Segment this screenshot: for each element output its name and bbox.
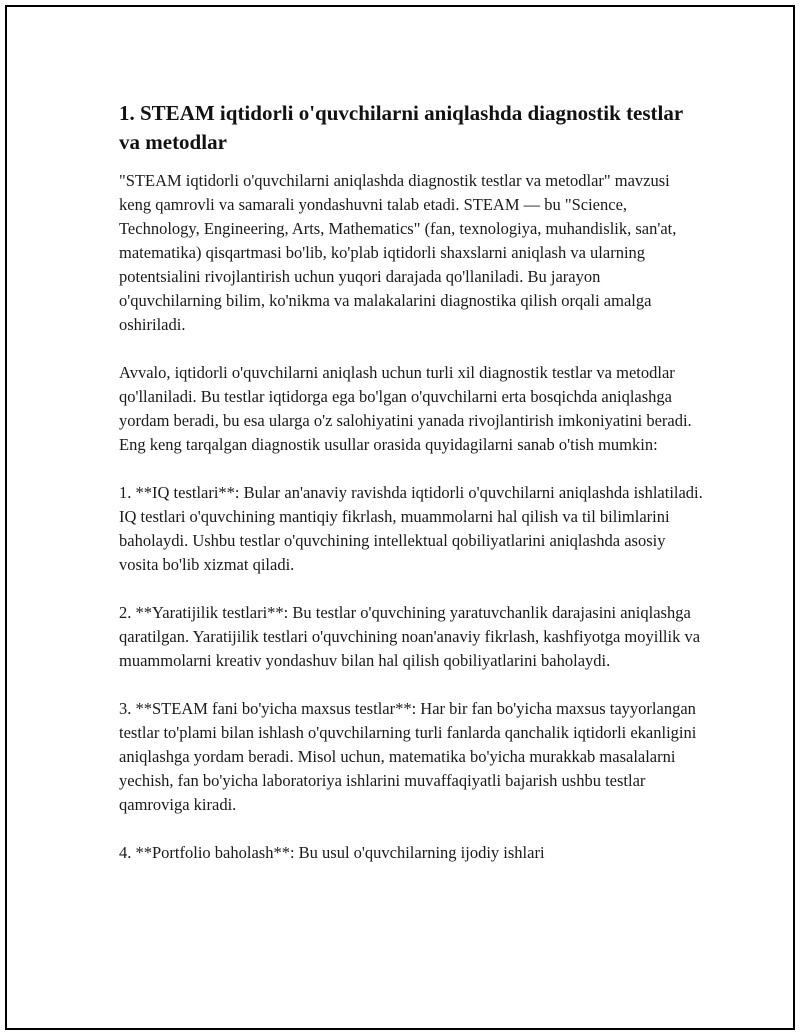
paragraph-intro: "STEAM iqtidorli o'quvchilarni aniqlashda diagnostik testlar va metodlar" mavzusi keng qamrovli va samarali yondashuvni talab etadi. STEAM — bu "Science, Technology, Engineering, Arts, Mathematics" (fan, texnologiya, muhandislik, san'at, matematika) qisqartmasi bo'lib, ko'plab iqtidorli shaxslarni aniqlash va ularning potentsialini rivojlantirish uchun yuqori darajada qo'llaniladi. Bu jarayon o'quvchilarning bilim, ko'nikma va malakalarini diagnostika qilish orqali amalga oshiriladi. <box>119 171 677 334</box>
document-body <box>119 99 704 865</box>
document-title: 1. STEAM iqtidorli o'quvchilarni aniqlashda diagnostik testlar va metodlar <box>119 101 683 154</box>
page-frame <box>5 5 795 1030</box>
list-item-portfolio: 4. **Portfolio baholash**: Bu usul o'quvchilarning ijodiy ishlari <box>119 843 545 862</box>
list-item-steam-subject-tests: 3. **STEAM fani bo'yicha maxsus testlar**: Har bir fan bo'yicha maxsus tayyorlangan testlar to'plami bilan ishlash o'quvchilarning turli fanlarda qanchalik iqtidorli ekanligini aniqlashga yordam beradi. Misol uchun, matematika bo'yicha murakkab masalalarni yechish, fan bo'yicha laboratoriya ishlarini muvaffaqiyatli bajarish ushbu testlar qamroviga kiradi. <box>119 699 697 814</box>
list-item-iq-tests: 1. **IQ testlari**: Bular an'anaviy ravishda iqtidorli o'quvchilarni aniqlashda ishlatiladi. IQ testlari o'quvchining mantiqiy fikrlash, muammolarni hal qilish va til bilimlarini baholaydi. Ushbu testlar o'quvchining intellektual qobiliyatlarini aniqlashda asosiy vosita bo'lib xizmat qiladi. <box>119 483 703 574</box>
paragraph-methods: Avvalo, iqtidorli o'quvchilarni aniqlash uchun turli xil diagnostik testlar va metodlar qo'llaniladi. Bu testlar iqtidorga ega bo'lgan o'quvchilarni erta bosqichda aniqlashga yordam beradi, bu esa ularga o'z salohiyatini yanada rivojlantirish imkoniyatini beradi. Eng keng tarqalgan diagnostik usullar orasida quyidagilarni sanab o'tish mumkin: <box>119 363 692 454</box>
list-item-creativity-tests: 2. **Yaratijilik testlari**: Bu testlar o'quvchining yaratuvchanlik darajasini aniqlashga qaratilgan. Yaratijilik testlari o'quvchining noan'anaviy fikrlash, kashfiyotga moyillik va muammolarni kreativ yondashuv bilan hal qilish qobiliyatlarini baholaydi. <box>119 603 701 670</box>
